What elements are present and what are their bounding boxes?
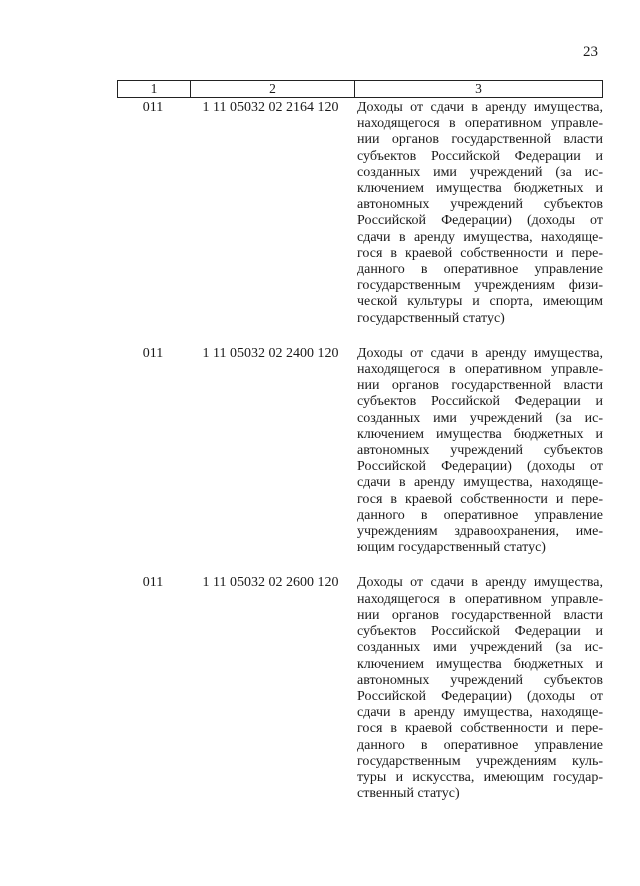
description-line: государственный статус) [357, 310, 505, 326]
description-line: данного в оперативное управление [357, 507, 603, 523]
description-line: ключением имущества бюджетных и [357, 426, 603, 442]
description-line: субъектов Российской Федерации и [357, 148, 603, 164]
administrator-code: 011 [142, 345, 164, 361]
table-body [117, 98, 603, 819]
description-line: созданных ими учреждений (за ис- [357, 640, 603, 656]
description-line: Доходы от сдачи в аренду имущества, [357, 100, 603, 115]
description-line: субъектов Российской Федерации и [357, 394, 603, 410]
description-line: учреждениям здравоохранения, име- [357, 524, 603, 540]
description-line: ключением имущества бюджетных и [357, 656, 603, 672]
administrator-code: 011 [142, 100, 164, 115]
budget-classification-code: 1 11 05032 02 2600 120 [202, 575, 339, 591]
table-row [117, 344, 603, 557]
description-line: туры и искусства, имеющим государ- [357, 769, 603, 785]
description-line: Российской Федерации) (доходы от [357, 459, 603, 475]
column-header-3: 3 [355, 81, 603, 98]
description-line: ческой культуры и спорта, имеющим [357, 294, 603, 310]
table-row [117, 573, 603, 802]
description-line: данного в оперативное управление [357, 262, 603, 278]
description-line: Доходы от сдачи в аренду имущества, [357, 575, 603, 591]
description-line: ющим государственный статус) [357, 540, 546, 556]
description-line: созданных ими учреждений (за ис- [357, 410, 603, 426]
column-header-row [118, 81, 603, 98]
description-line: автономных учреждений субъектов [357, 672, 603, 688]
description-line: субъектов Российской Федерации и [357, 624, 603, 640]
table-row [117, 98, 603, 327]
description-line: сдачи в аренду имущества, находяще- [357, 229, 603, 245]
description-line: автономных учреждений субъектов [357, 443, 603, 459]
administrator-code: 011 [142, 575, 164, 591]
description-line: ключением имущества бюджетных и [357, 181, 603, 197]
description-line: Российской Федерации) (доходы от [357, 213, 603, 229]
description-line: Доходы от сдачи в аренду имущества, [357, 345, 603, 361]
description-line: государственным учреждениям физи- [357, 278, 603, 294]
description-line: находящегося в оперативном управле- [357, 591, 603, 607]
description-line: гося в краевой собственности и пере- [357, 721, 603, 737]
description-line: Российской Федерации) (доходы от [357, 688, 603, 704]
description-line: автономных учреждений субъектов [357, 197, 603, 213]
income-description [357, 573, 603, 802]
description-line: гося в краевой собственности и пере- [357, 245, 603, 261]
budget-classification-code: 1 11 05032 02 2400 120 [202, 345, 339, 361]
description-line: ственный статус) [357, 786, 460, 802]
description-line: созданных ими учреждений (за ис- [357, 164, 603, 180]
description-line: нии органов государственной власти [357, 132, 603, 148]
description-line: данного в оперативное управление [357, 737, 603, 753]
description-line: сдачи в аренду имущества, находяще- [357, 705, 603, 721]
description-line: находящегося в оперативном управле- [357, 362, 603, 378]
column-header-2: 2 [191, 81, 355, 98]
income-description [357, 98, 603, 327]
description-line: гося в краевой собственности и пере- [357, 491, 603, 507]
description-line: государственным учреждениям куль- [357, 753, 603, 769]
column-header-1: 1 [118, 81, 191, 98]
description-line: находящегося в оперативном управле- [357, 116, 603, 132]
column-header-table [117, 80, 603, 98]
description-line: сдачи в аренду имущества, находяще- [357, 475, 603, 491]
budget-classification-code: 1 11 05032 02 2164 120 [202, 100, 339, 115]
description-line: нии органов государственной власти [357, 378, 603, 394]
page-number: 23 [583, 44, 598, 60]
income-description [357, 344, 603, 557]
description-line: нии органов государственной власти [357, 607, 603, 623]
